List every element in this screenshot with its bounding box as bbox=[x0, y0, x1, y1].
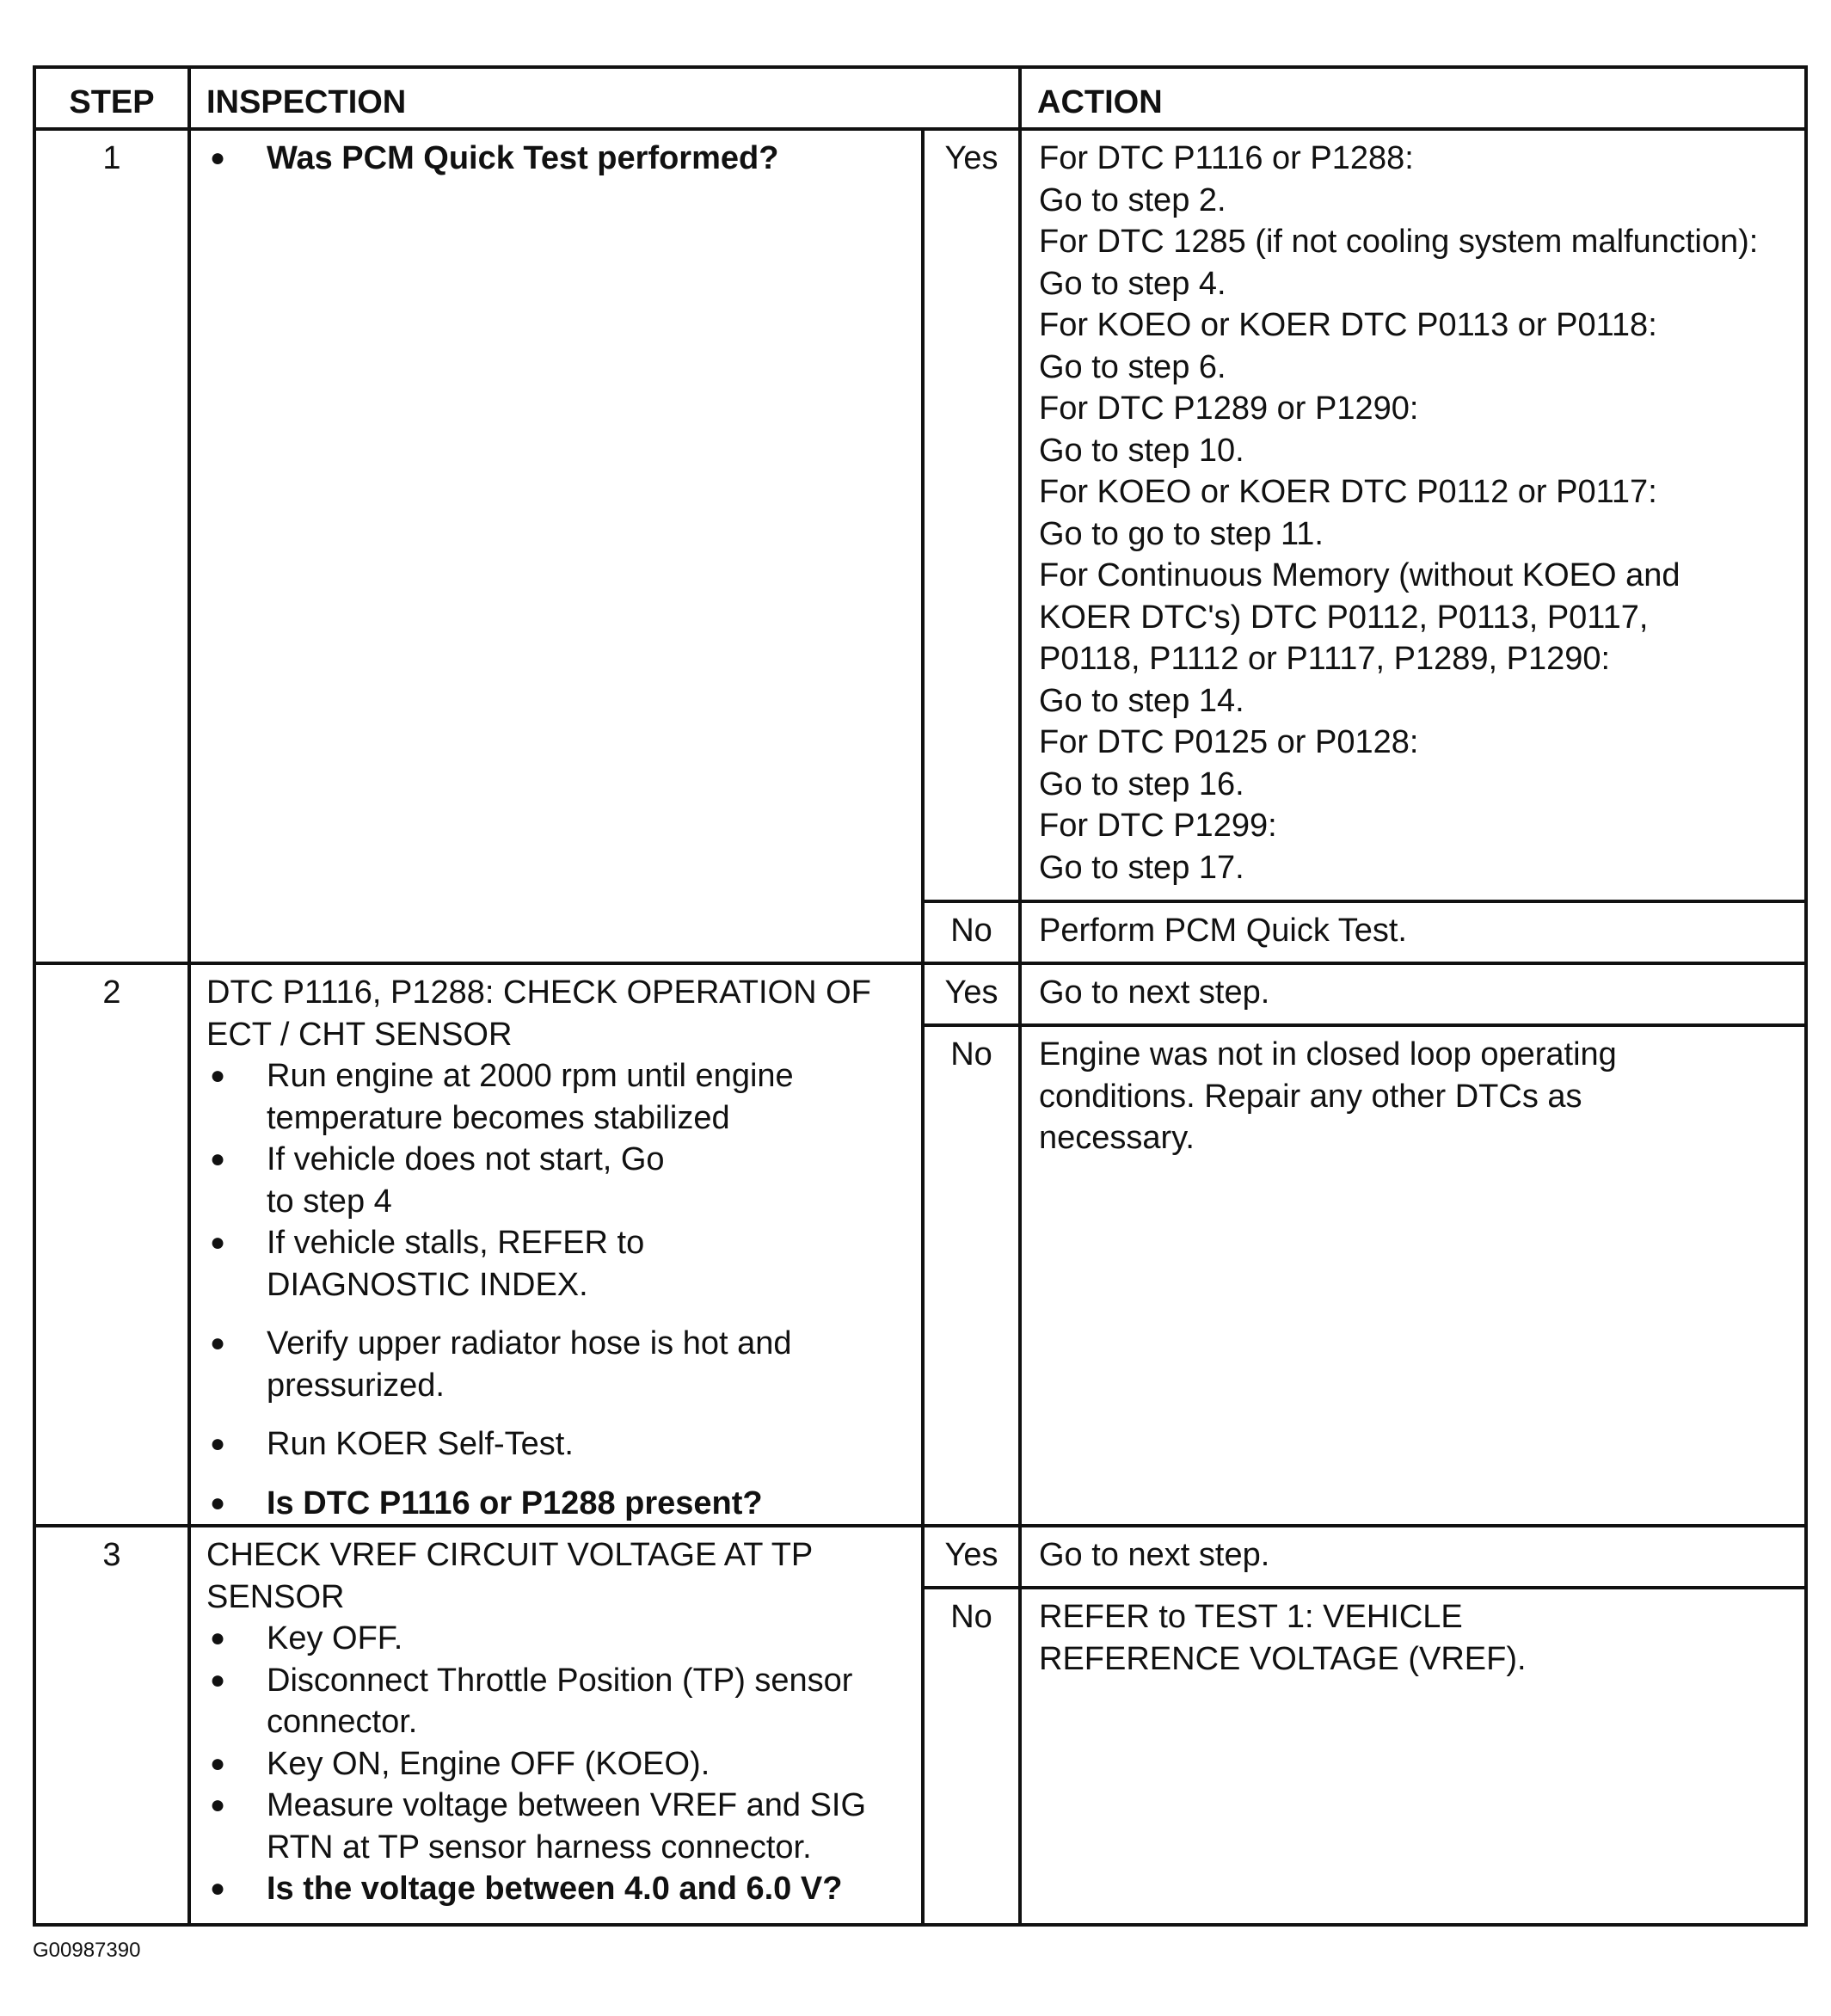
step-1-yes-action: For DTC P1116 or P1288: Go to step 2. For DTC 1285 (if not cooling system malfunction): Go to step 4. For KOEO or KOER DTC P0113 or P0118: Go to step 6. For DTC P1289 or P1290: Go to step 10. For KOEO or KOER DTC P0112 or P0117: Go to go to step 11. For Continuous Memory (without KOEO and KOER DTC's) DTC P0112, P0113, P0117, P0118, P1112 or P1117, P1289, P1290: Go to step 14. For DTC P0125 or P0128: Go to step 16. For DTC P1299: Go to step 17. bbox=[1020, 129, 1806, 901]
step-3-yes-label: Yes bbox=[923, 1526, 1020, 1588]
figure-id: G00987390 bbox=[33, 1939, 141, 1962]
bullet-icon: ● bbox=[210, 1624, 226, 1652]
diagnostic-table bbox=[33, 65, 1808, 1927]
bullet-icon: ● bbox=[210, 1665, 226, 1694]
step-2-bullet-5: ● Run KOER Self-Test. bbox=[206, 1423, 907, 1466]
step-3-bullet-4: ● Measure voltage between VREF and SIG RTN at TP sensor harness connector. bbox=[206, 1785, 907, 1868]
step-2-bullet-4: ● Verify upper radiator hose is hot and pressurized. bbox=[206, 1323, 907, 1406]
step-3-no-label: No bbox=[923, 1588, 1020, 1925]
step-2-title: DTC P1116, P1288: CHECK OPERATION OF ECT / CHT SENSOR bbox=[206, 974, 871, 1053]
step-3-bullet-1: ● Key OFF. bbox=[206, 1618, 907, 1660]
step-3-no-action: REFER to TEST 1: VEHICLE REFERENCE VOLTAGE (VREF). bbox=[1020, 1588, 1806, 1925]
step-1-number: 1 bbox=[34, 129, 189, 963]
step-3-title: CHECK VREF CIRCUIT VOLTAGE AT TP SENSOR bbox=[206, 1537, 813, 1615]
bullet-icon: ● bbox=[210, 1791, 226, 1819]
step-2-no-label: No bbox=[923, 1025, 1020, 1526]
step-3-yes-action: Go to next step. bbox=[1020, 1526, 1806, 1588]
step-1-yes-label: Yes bbox=[923, 129, 1020, 901]
step-1-no-label: No bbox=[923, 901, 1020, 963]
step-2-bullet-3: ● If vehicle stalls, REFER to DIAGNOSTIC INDEX. bbox=[206, 1222, 907, 1306]
header-action: ACTION bbox=[1020, 67, 1806, 129]
header-step: STEP bbox=[34, 67, 189, 129]
header-inspection: INSPECTION bbox=[189, 67, 1020, 129]
bullet-icon: ● bbox=[210, 144, 226, 172]
step-2-bullet-1: ● Run engine at 2000 rpm until engine temperature becomes stabilized bbox=[206, 1055, 907, 1139]
bullet-icon: ● bbox=[210, 1145, 226, 1173]
step-1-yes-row bbox=[34, 129, 1806, 901]
table-header-row bbox=[34, 67, 1806, 129]
bullet-icon: ● bbox=[210, 1749, 226, 1778]
step-3-inspection bbox=[189, 1526, 923, 1925]
step-2-yes-row bbox=[34, 963, 1806, 1025]
bullet-icon: ● bbox=[210, 1488, 226, 1517]
bullet-icon: ● bbox=[210, 1429, 226, 1458]
step-2-yes-action: Go to next step. bbox=[1020, 963, 1806, 1025]
bullet-icon: ● bbox=[210, 1061, 226, 1090]
step-2-no-action: Engine was not in closed loop operating conditions. Repair any other DTCs as necessary. bbox=[1020, 1025, 1806, 1526]
step-3-question: ● Is the voltage between 4.0 and 6.0 V? bbox=[206, 1868, 907, 1910]
step-1-question: ● Was PCM Quick Test performed? bbox=[206, 138, 907, 180]
step-2-number: 2 bbox=[34, 963, 189, 1526]
step-2-yes-label: Yes bbox=[923, 963, 1020, 1025]
step-2-inspection bbox=[189, 963, 923, 1526]
step-3-number: 3 bbox=[34, 1526, 189, 1925]
step-1-no-action: Perform PCM Quick Test. bbox=[1020, 901, 1806, 963]
bullet-icon: ● bbox=[210, 1329, 226, 1357]
step-2-bullet-2: ● If vehicle does not start, Go to step 4 bbox=[206, 1139, 907, 1222]
step-3-yes-row bbox=[34, 1526, 1806, 1588]
step-1-inspection bbox=[189, 129, 923, 963]
step-3-bullet-3: ● Key ON, Engine OFF (KOEO). bbox=[206, 1743, 907, 1786]
bullet-icon: ● bbox=[210, 1228, 226, 1257]
step-2-question: ● Is DTC P1116 or P1288 present? bbox=[206, 1483, 907, 1525]
step-3-bullet-2: ● Disconnect Throttle Position (TP) sensor connector. bbox=[206, 1660, 907, 1743]
bullet-icon: ● bbox=[210, 1874, 226, 1902]
